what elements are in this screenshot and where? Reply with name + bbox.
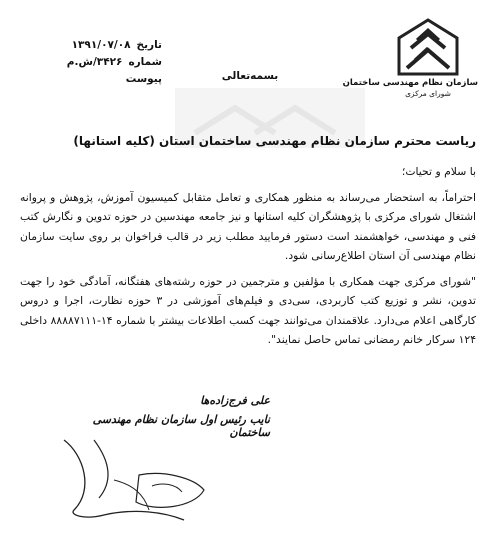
signer-name: علی فرج‌زاده‌ها bbox=[200, 394, 270, 407]
bismillah-heading: بسمه‌تعالی bbox=[221, 70, 279, 82]
greeting: با سلام و تحیات؛ bbox=[401, 165, 476, 178]
org-subtitle: شورای مرکزی bbox=[405, 89, 451, 98]
date-label: تاریخ bbox=[136, 38, 162, 51]
letterhead-logo-block bbox=[342, 18, 478, 98]
date-value: ۱۳۹۱/۰۷/۰۸ bbox=[71, 38, 131, 51]
org-logo-icon bbox=[397, 18, 459, 76]
recipient-line: ریاست محترم سازمان نظام مهندسی ساختمان استان (کلیه استانها) bbox=[73, 134, 476, 148]
org-name: سازمان نظام مهندسی ساختمان bbox=[342, 78, 478, 88]
body-paragraph-1: احتراماً، به استحضار می‌رساند به منظور همکاری و تعامل متقابل کمیسیون آموزش، پژوهش و پروانه اشتغال شورای مرکزی با پژوهشگران کلیه استانها و نیز جامعه مهندسین در حوزه تدوین و نگارش کتب فنی و مهندسی، خواهشمند است دستور فرمایید مطلب زیر در قالب فراخوان بر روی سایت سازمان نظام مهندسی آن استان اطلاع‌رسانی شود. bbox=[20, 190, 476, 262]
signer-title: نایب رئیس اول سازمان نظام مهندسی ساختمان bbox=[92, 413, 270, 439]
number-label: شماره bbox=[128, 55, 162, 68]
letter-body bbox=[20, 162, 476, 356]
handwritten-signature bbox=[44, 420, 224, 530]
number-row bbox=[22, 53, 162, 70]
attachment-label: پیوست bbox=[125, 72, 162, 85]
number-value: ۳۴۲۶/ش.م bbox=[66, 55, 123, 68]
body-paragraph-2: "شورای مرکزی جهت همکاری با مؤلفین و مترجمین در حوزه رشته‌های هفتگانه، آمادگی خود را جهت تدوین، نشر و توزیع کتب کاربردی، سی‌دی و فیلم‌های آموزشی در ۳ حوزه نظارت، اجرا و دروس کارگاهی اعلام می‌دارد. علاقمندان می‌توانند جهت کسب اطلاعات بیشتر با شماره ۱۴-۸۸۸۸۷۱۱۱ داخلی ۱۲۴ سرکار خانم رمضانی تماس حاصل نمایند". bbox=[20, 274, 476, 346]
date-row bbox=[22, 36, 162, 53]
